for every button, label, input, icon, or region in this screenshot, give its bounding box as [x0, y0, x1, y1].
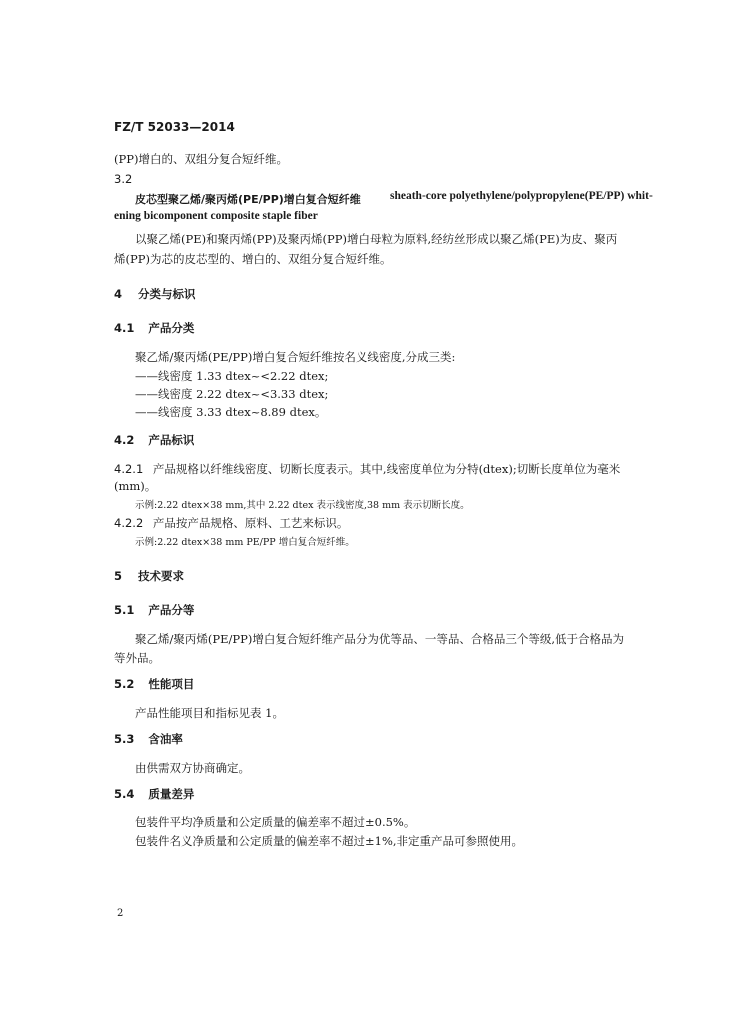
clause-5-4-title: 质量差异 [148, 787, 195, 801]
clause-4-1-number: 4.1 [114, 321, 135, 335]
clause-4-2-1-text: 产品规格以纤维线密度、切断长度表示。其中,线密度单位为分特(dtex);切断长度单位为毫米 [152, 462, 621, 476]
clause-5-4-line2: 包装件名义净质量和公定质量的偏差率不超过±1%,非定重产品可参照使用。 [135, 834, 524, 848]
clause-4-2-1-number: 4.2.1 [114, 462, 144, 476]
clause-5-1-line1: 聚乙烯/聚丙烯(PE/PP)增白复合短纤维产品分为优等品、一等品、合格品三个等级,低于合格品为 [135, 632, 624, 646]
continuation-text: (PP)增白的、双组分复合短纤维。 [114, 152, 288, 166]
section-4-title: 分类与标识 [138, 287, 196, 301]
clause-5-4-heading [114, 786, 194, 802]
classification-item-2: ——线密度 2.22 dtex~<3.33 dtex; [135, 387, 329, 401]
section-4-number: 4 [114, 287, 123, 301]
term-chinese: 皮芯型聚乙烯/聚丙烯(PE/PP)增白复合短纤维 [135, 193, 361, 206]
definition-line2: 烯(PP)为芯的皮芯型的、增白的、双组分复合短纤维。 [114, 252, 392, 266]
clause-5-2-number: 5.2 [114, 677, 135, 691]
section-5-title: 技术要求 [138, 569, 185, 583]
clause-4-2-1-line2: (mm)。 [114, 479, 157, 493]
clause-5-3-heading [114, 731, 183, 747]
clause-5-3-number: 5.3 [114, 732, 135, 746]
section-5-number: 5 [114, 569, 123, 583]
clause-5-1-number: 5.1 [114, 603, 135, 617]
clause-5-1-heading [114, 602, 194, 618]
clause-4-2-2-example: 示例:2.22 dtex×38 mm PE/PP 增白复合短纤维。 [135, 537, 355, 548]
clause-4-2-1-line1 [114, 461, 620, 477]
page-number: 2 [117, 908, 124, 919]
classification-item-1: ——线密度 1.33 dtex~<2.22 dtex; [135, 369, 329, 383]
term-english-line2: ening bicomponent composite staple fiber [114, 210, 318, 222]
definition-line1: 以聚乙烯(PE)和聚丙烯(PP)及聚丙烯(PP)增白母粒为原料,经纺丝形成以聚乙烯(PE)为皮、聚丙 [135, 232, 618, 246]
clause-5-4-line1: 包装件平均净质量和公定质量的偏差率不超过±0.5%。 [135, 815, 416, 829]
clause-5-1-line2: 等外品。 [114, 651, 160, 665]
clause-4-1-heading [114, 320, 194, 336]
section-4-heading [114, 286, 196, 302]
classification-intro: 聚乙烯/聚丙烯(PE/PP)增白复合短纤维按名义线密度,分成三类: [135, 350, 456, 364]
clause-5-2-text: 产品性能项目和指标见表 1。 [135, 706, 284, 720]
clause-4-2-1-example: 示例:2.22 dtex×38 mm,其中 2.22 dtex 表示线密度,38 mm 表示切断长度。 [135, 500, 470, 511]
clause-4-2-number: 4.2 [114, 433, 135, 447]
clause-5-4-number: 5.4 [114, 787, 135, 801]
clause-5-1-title: 产品分等 [148, 603, 195, 617]
classification-item-3: ——线密度 3.33 dtex~8.89 dtex。 [135, 405, 327, 419]
section-5-heading [114, 568, 184, 584]
clause-5-2-title: 性能项目 [148, 677, 195, 691]
clause-4-2-heading [114, 432, 194, 448]
clause-4-2-2-text: 产品按产品规格、原料、工艺来标识。 [152, 516, 349, 530]
standard-code-header: FZ/T 52033—2014 [114, 120, 235, 134]
term-english-line1: sheath-core polyethylene/polypropylene(PE/PP) whit- [390, 190, 653, 202]
clause-5-3-text: 由供需双方协商确定。 [135, 761, 250, 775]
clause-3-2-number: 3.2 [114, 172, 133, 186]
clause-4-2-2-line1 [114, 515, 348, 531]
clause-4-1-title: 产品分类 [148, 321, 195, 335]
clause-5-3-title: 含油率 [148, 732, 183, 746]
clause-5-2-heading [114, 676, 194, 692]
clause-4-2-2-number: 4.2.2 [114, 516, 144, 530]
clause-4-2-title: 产品标识 [148, 433, 195, 447]
